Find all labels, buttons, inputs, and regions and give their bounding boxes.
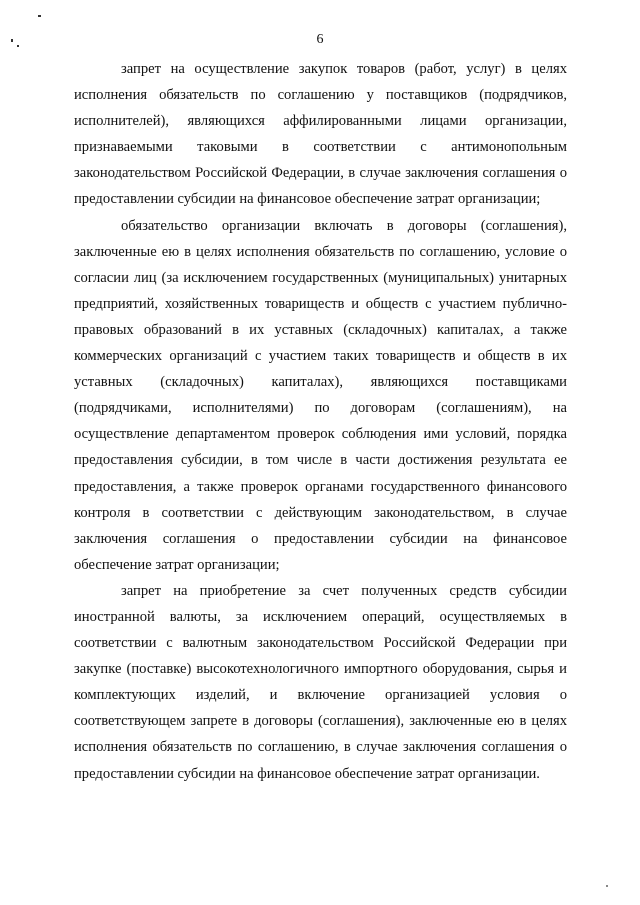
scan-speck (38, 15, 41, 17)
page-number: 6 (316, 32, 324, 47)
paragraph: запрет на осуществление закупок товаров (работ, услуг) в целях исполнения обязательств по соглашению у поставщиков (подрядчиков, исполнителей), являющихся аффилированными лицами организации, признаваемыми таковыми в соответствии с антимонопольным законодательством Российской Федерации, в случае заключения соглашения о предоставлении субсидии на финансовое обеспечение затрат организации; (74, 61, 567, 208)
document-body (74, 56, 567, 787)
paragraph: обязательство организации включать в договоры (соглашения), заключенные ею в целях исполнения обязательств по соглашению, условие о согласии лиц (за исключением государственных (муниципальных) унитарных предприятий, хозяйственных товариществ и обществ с участием публично-правовых образований в их уставных (складочных) капиталах, а также коммерческих организаций с участием таких товариществ и обществ в их уставных (складочных) капиталах), являющихся поставщиками (подрядчиками, исполнителями) по договорам (соглашениям), на осуществление департаментом проверок соблюдения ими условий, порядка предоставления субсидии, в том числе в части достижения результата ее предоставления, а также проверок органами государственного финансового контроля в соответствии с действующим законодательством, в случае заключения соглашения о предоставлении субсидии на финансовое обеспечение затрат организации; (74, 217, 567, 573)
paragraph: запрет на приобретение за счет полученных средств субсидии иностранной валюты, за исключением операций, осуществляемых в соответствии с валютным законодательством Российской Федерации при закупке (поставке) высокотехнологичного импортного оборудования, сырья и комплектующих изделий, и включение организацией условия о соответствующем запрете в договоры (соглашения), заключенные ею в целях исполнения обязательств по соглашению, в случае заключения соглашения о предоставлении субсидии на финансовое обеспечение затрат организации. (74, 582, 567, 782)
scan-speck (606, 885, 608, 887)
